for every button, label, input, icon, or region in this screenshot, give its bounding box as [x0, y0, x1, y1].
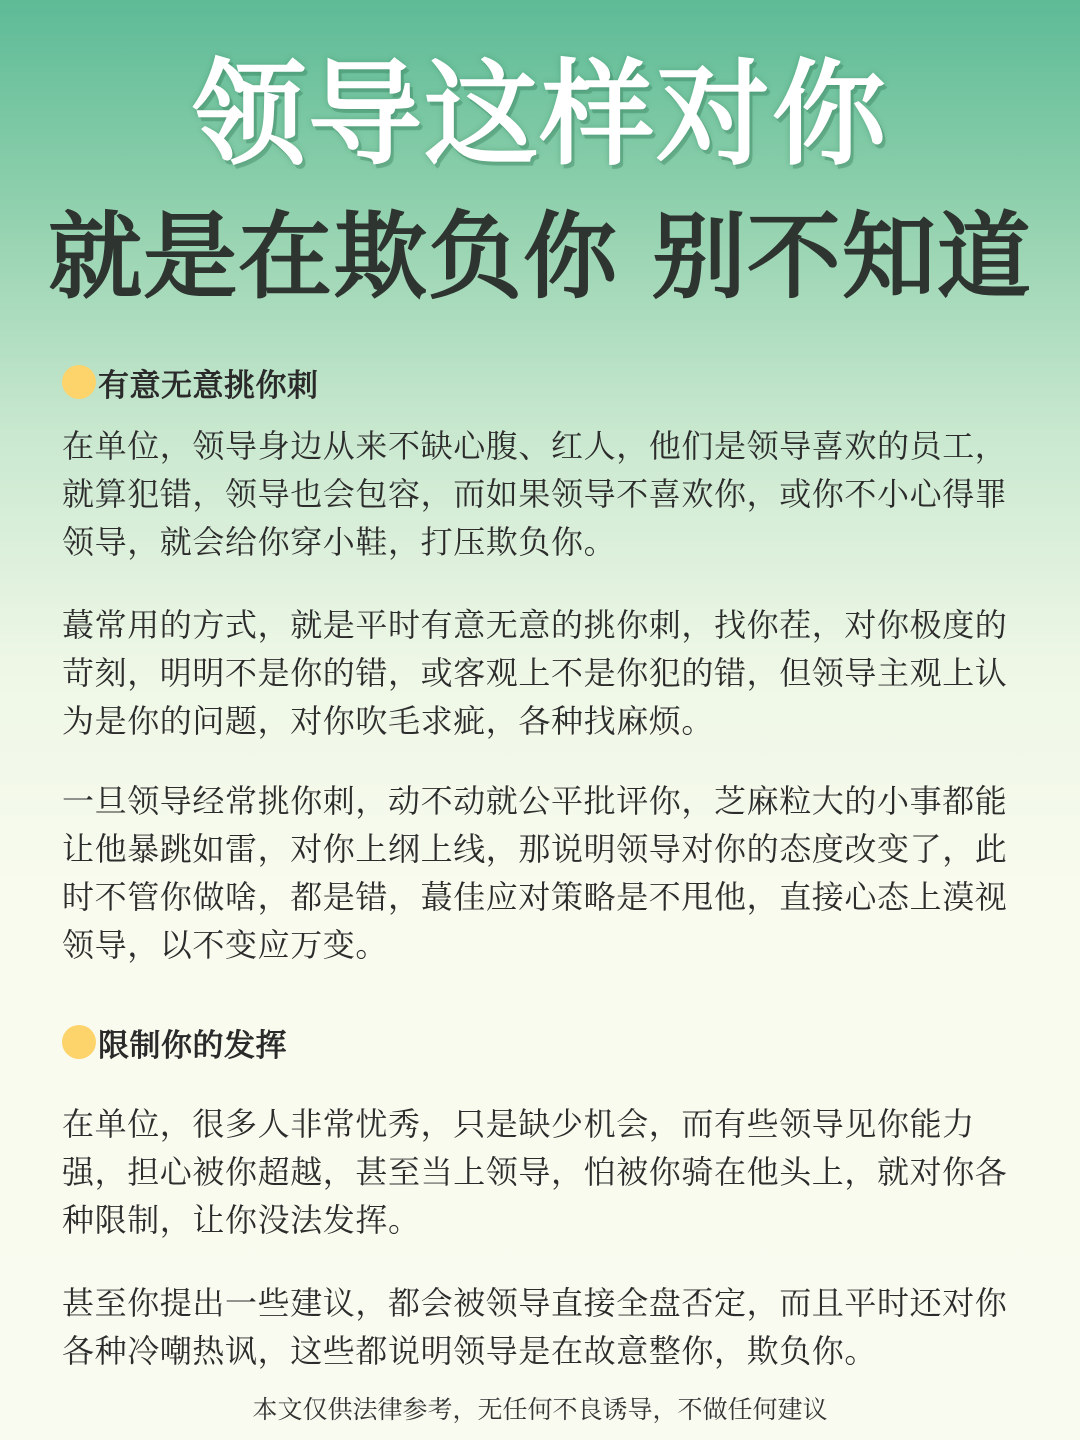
section-heading-label: 有意无意挑你刺: [98, 367, 319, 404]
paragraph: 蕞常用的方式，就是平时有意无意的挑你刺，找你茬，对你极度的苛刻，明明不是你的错，或客观上不是你犯的错，但领导主观上认为是你的问题，对你吹毛求疵，各种找麻烦。: [62, 606, 1008, 740]
paragraph: 在单位，领导身边从来不缺心腹、红人，他们是领导喜欢的员工，就算犯错，领导也会包容，而如果领导不喜欢你，或你不小心得罪领导，就会给你穿小鞋，打压欺负你。: [62, 427, 1008, 561]
paragraph: 一旦领导经常挑你刺，动不动就公平批评你，芝麻粒大的小事都能让他暴跳如雷，对你上纲上线，那说明领导对你的态度改变了，此时不管你做啥，都是错，蕞佳应对策略是不甩他，直接心态上漠视领导，以不变应万变。: [62, 782, 1008, 964]
section-heading-label: 限制你的发挥: [98, 1027, 287, 1064]
paragraph: 在单位，很多人非常忧秀，只是缺少机会，而有些领导见你能力强，担心被你超越，甚至当上领导，怕被你骑在他头上，就对你各种限制，让你没法发挥。: [62, 1105, 1008, 1239]
section-heading-1: [62, 360, 319, 404]
bullet-dot-icon: [62, 365, 96, 399]
main-title: 领导这样对你: [191, 48, 888, 181]
section-heading-2: [62, 1020, 287, 1064]
paragraph: 甚至你提出一些建议，都会被领导直接全盘否定，而且平时还对你各种冷嘲热讽，这些都说明领导是在故意整你，欺负你。: [62, 1284, 1008, 1370]
disclaimer-footer: 本文仅供法律参考，无任何不良诱导，不做任何建议: [252, 1395, 828, 1424]
bullet-dot-icon: [62, 1025, 96, 1059]
sub-title: 就是在欺负你 别不知道: [48, 203, 1032, 312]
